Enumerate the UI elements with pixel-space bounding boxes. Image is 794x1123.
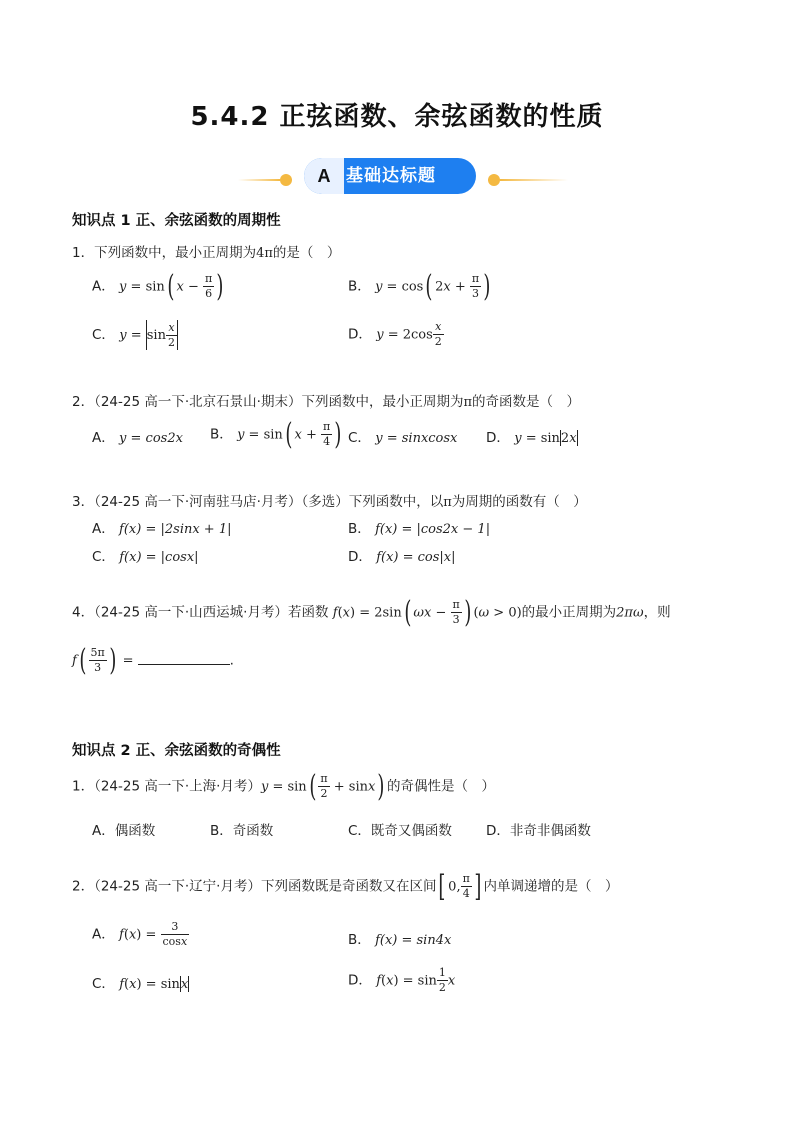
banner-right-line [500, 179, 568, 181]
option-d[interactable]: D． y = sin2x [486, 430, 577, 446]
fraction: $\frac{\pi}{3}$ [471, 272, 480, 300]
option-b[interactable]: B． y = sin( x + $\frac{\pi}{4}$ ) [210, 416, 342, 452]
question-stem: 1．（24-25 高一下·上海·月考） [72, 778, 261, 795]
fraction: $\frac{1}{2}$ [438, 966, 446, 994]
option-label: D． [348, 549, 372, 565]
question-1-2 [72, 390, 580, 410]
banner-right-dot [488, 174, 500, 186]
fraction: $\frac{5\pi}{3}$ [90, 646, 105, 674]
option-label: D． [348, 326, 372, 343]
pi-symbol: π [443, 495, 452, 510]
question-tail: 为周期的函数有（ ） [451, 494, 587, 510]
option-b[interactable]: B． y = cos( 2x + $\frac{\pi}{3}$ ) [348, 268, 491, 304]
fraction: $\frac{\pi}{6}$ [205, 272, 213, 300]
option-label: A． [92, 926, 115, 943]
question-tail: 内单调递增的是（ ） [483, 878, 619, 895]
page-title: 5.4.2 正弦函数、余弦函数的性质 [190, 102, 604, 132]
option-label: D． [348, 972, 372, 989]
option-b[interactable]: B．奇函数 [210, 823, 274, 839]
question-tail: 的是（ ） [272, 245, 341, 261]
option-label: B． [210, 426, 233, 443]
option-label: C． [348, 430, 371, 446]
option-a[interactable]: A． f(x) = $\frac{3}{\cos x}$ [92, 920, 188, 948]
formula: f(x) = |2sinx + 1| [119, 522, 232, 537]
question-1-4: 4．（24-25 高一下·山西运城·月考）若函数 f(x) = 2sin( ωx − $\frac{\pi}{3}$ ) (ω > 0)的最小正周期为2πω，则 [72, 594, 671, 630]
section-banner [238, 158, 568, 198]
pi-symbol: π [463, 395, 472, 410]
option-a[interactable]: A． y = sin( x − $\frac{\pi}{6}$ ) [92, 268, 224, 304]
banner-label: 基础达标题 [346, 166, 436, 186]
question-tail: 的奇函数是（ ） [472, 394, 580, 410]
fraction: $\frac{3}{\cos x}$ [162, 920, 188, 948]
question-middle: 的最小正周期为 [521, 604, 617, 621]
banner-left-line [238, 179, 280, 181]
option-c[interactable]: C． f(x) = sinx [92, 976, 189, 992]
option-a[interactable] [92, 426, 183, 446]
option-d[interactable]: D． f(x) = sin $\frac{1}{2}$ x [348, 966, 456, 994]
fraction: $\frac{x}{2}$ [434, 320, 442, 348]
fraction: $\frac{\pi}{2}$ [320, 772, 328, 800]
formula: f(x) = |cosx| [119, 550, 199, 565]
banner-letter: A [304, 158, 344, 194]
option-label: B． [348, 932, 371, 948]
question-stem: 2．（24-25 高一下·辽宁·月考）下列函数既是奇函数又在区间 [72, 878, 437, 895]
question-stem: 2．（24-25 高一下·北京石景山·期末）下列函数中，最小正周期为 [72, 394, 464, 410]
formula: y [119, 279, 127, 295]
period-value: 2πω [616, 605, 644, 621]
option-label: D． [486, 430, 510, 446]
option-label: B． [348, 521, 371, 537]
option-c[interactable]: C． y = sin $\frac{x}{2}$ [92, 320, 178, 350]
option-label: C． [92, 327, 115, 343]
section-heading-periodicity: 知识点 1 正、余弦函数的周期性 [72, 213, 281, 229]
formula: y = cos2x [119, 431, 183, 446]
section-heading-parity: 知识点 2 正、余弦函数的奇偶性 [72, 743, 281, 759]
option-label: C． [92, 549, 115, 565]
option-b[interactable] [348, 928, 451, 948]
option-c[interactable] [348, 426, 457, 446]
fraction: $\frac{\pi}{3}$ [452, 598, 460, 626]
option-label: A． [92, 430, 115, 446]
formula: y = sinxcosx [375, 431, 458, 446]
question-2-1: 1．（24-25 高一下·上海·月考）y = sin( $\frac{\pi}{2}$ + sinx) 的奇偶性是（ ） [72, 768, 496, 804]
option-c[interactable] [92, 545, 199, 565]
fraction: $\frac{\pi}{4}$ [462, 872, 470, 900]
question-stem: 3．（24-25 高一下·河南驻马店·月考）（多选）下列函数中，以 [72, 494, 444, 510]
formula: f(x) = cos|x| [376, 550, 456, 565]
question-1-3 [72, 490, 587, 510]
banner-left-dot [280, 174, 292, 186]
question-stem: 4．（24-25 高一下·山西运城·月考）若函数 [72, 604, 329, 621]
period-value: 4π [256, 246, 273, 261]
option-label: A． [92, 521, 115, 537]
question-1-1 [72, 241, 340, 261]
option-d[interactable] [348, 545, 456, 565]
formula: f(x) = |cos2x − 1| [375, 522, 491, 537]
option-d[interactable]: D．非奇非偶函数 [486, 823, 591, 839]
option-label: A． [92, 278, 115, 295]
option-a[interactable]: A．偶函数 [92, 823, 156, 839]
option-label: C． [92, 976, 115, 992]
option-d[interactable]: D． y = 2cos $\frac{x}{2}$ [348, 320, 442, 348]
option-label: B． [348, 278, 371, 295]
question-2-2: 2．（24-25 高一下·辽宁·月考）下列函数既是奇函数又在区间[ 0, $\frac{\pi}{4}$ ] 内单调递增的是（ ） [72, 868, 619, 904]
option-a[interactable] [92, 517, 231, 537]
answer-line: f( $\frac{5\pi}{3}$ ) = . [72, 642, 234, 678]
fraction: $\frac{\pi}{4}$ [323, 420, 331, 448]
answer-blank[interactable] [138, 652, 230, 665]
option-b[interactable] [348, 517, 490, 537]
answer-period: . [229, 652, 234, 669]
formula: f(x) = sin4x [375, 933, 452, 948]
question-tail: 的奇偶性是（ ） [387, 778, 496, 795]
fraction: $\frac{x}{2}$ [167, 320, 175, 349]
question-stem: 1．下列函数中，最小正周期为 [72, 245, 257, 261]
option-c[interactable]: C．既奇又偶函数 [348, 823, 452, 839]
question-tail: ，则 [643, 604, 671, 621]
